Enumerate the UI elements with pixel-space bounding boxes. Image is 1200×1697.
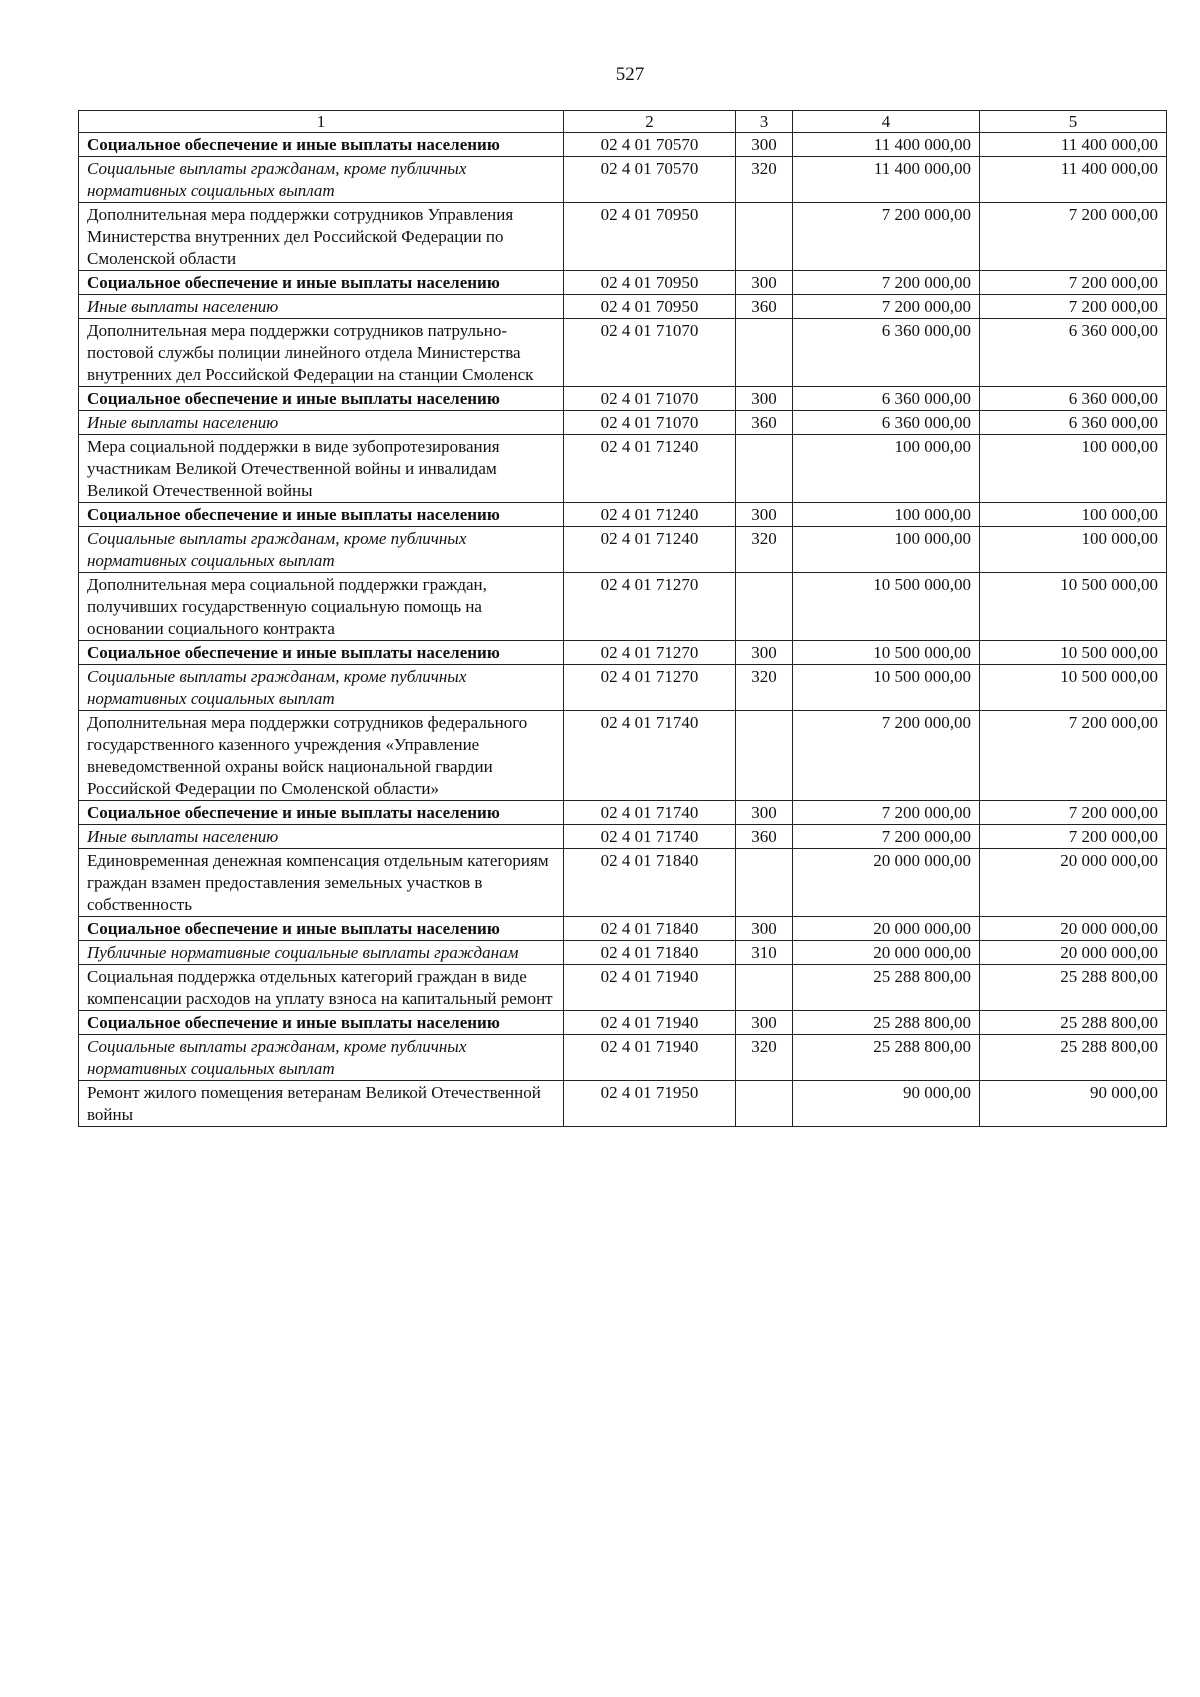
row-sum-2-cell: 20 000 000,00 [980, 917, 1167, 941]
table-row [79, 965, 1167, 1011]
row-name-cell: Мера социальной поддержки в виде зубопротезирования участникам Великой Отечественной войны и инвалидам Великой Отечественной войны [79, 435, 564, 503]
table-row [79, 711, 1167, 801]
table-row [79, 295, 1167, 319]
row-kvr-cell [736, 965, 793, 1011]
row-sum-2-cell: 7 200 000,00 [980, 825, 1167, 849]
row-kvr-cell [736, 1081, 793, 1127]
row-name-cell: Ремонт жилого помещения ветеранам Великой Отечественной войны [79, 1081, 564, 1127]
row-sum-1-cell: 10 500 000,00 [793, 573, 980, 641]
row-sum-1-cell: 25 288 800,00 [793, 1035, 980, 1081]
row-sum-2-cell: 20 000 000,00 [980, 849, 1167, 917]
table-row [79, 503, 1167, 527]
row-kvr-cell: 320 [736, 157, 793, 203]
row-sum-1-cell: 90 000,00 [793, 1081, 980, 1127]
row-sum-2-cell: 7 200 000,00 [980, 295, 1167, 319]
row-code-cell: 02 4 01 70570 [564, 157, 736, 203]
row-code-cell: 02 4 01 71940 [564, 1035, 736, 1081]
column-number: 2 [564, 111, 736, 133]
row-code-cell: 02 4 01 71240 [564, 527, 736, 573]
row-name-cell: Социальное обеспечение и иные выплаты населению [79, 1011, 564, 1035]
row-kvr-cell: 310 [736, 941, 793, 965]
table-row [79, 411, 1167, 435]
row-sum-2-cell: 7 200 000,00 [980, 203, 1167, 271]
table-row [79, 133, 1167, 157]
row-sum-1-cell: 25 288 800,00 [793, 1011, 980, 1035]
row-sum-1-cell: 100 000,00 [793, 435, 980, 503]
row-sum-1-cell: 100 000,00 [793, 503, 980, 527]
row-sum-1-cell: 20 000 000,00 [793, 917, 980, 941]
row-name-cell: Публичные нормативные социальные выплаты гражданам [79, 941, 564, 965]
row-sum-1-cell: 7 200 000,00 [793, 825, 980, 849]
row-sum-2-cell: 11 400 000,00 [980, 157, 1167, 203]
row-name-cell: Иные выплаты населению [79, 411, 564, 435]
row-sum-2-cell: 100 000,00 [980, 527, 1167, 573]
row-code-cell: 02 4 01 71070 [564, 319, 736, 387]
row-name-cell: Социальное обеспечение и иные выплаты населению [79, 133, 564, 157]
table-row [79, 641, 1167, 665]
row-sum-2-cell: 20 000 000,00 [980, 941, 1167, 965]
row-sum-2-cell: 11 400 000,00 [980, 133, 1167, 157]
row-name-cell: Социальное обеспечение и иные выплаты населению [79, 917, 564, 941]
row-code-cell: 02 4 01 71270 [564, 641, 736, 665]
row-name-cell: Социальные выплаты гражданам, кроме публичных нормативных социальных выплат [79, 527, 564, 573]
row-sum-1-cell: 10 500 000,00 [793, 641, 980, 665]
row-name-cell: Иные выплаты населению [79, 825, 564, 849]
row-sum-2-cell: 6 360 000,00 [980, 411, 1167, 435]
table-row [79, 849, 1167, 917]
table-row [79, 435, 1167, 503]
row-name-cell: Дополнительная мера социальной поддержки граждан, получивших государственную социальную помощь на основании социального контракта [79, 573, 564, 641]
row-sum-1-cell: 6 360 000,00 [793, 411, 980, 435]
row-name-cell: Социальное обеспечение и иные выплаты населению [79, 503, 564, 527]
row-kvr-cell [736, 435, 793, 503]
row-sum-1-cell: 11 400 000,00 [793, 133, 980, 157]
row-code-cell: 02 4 01 70950 [564, 203, 736, 271]
row-name-cell: Дополнительная мера поддержки сотрудников Управления Министерства внутренних дел Российской Федерации по Смоленской области [79, 203, 564, 271]
budget-table [78, 110, 1167, 1127]
row-name-cell: Социальное обеспечение и иные выплаты населению [79, 641, 564, 665]
row-sum-1-cell: 6 360 000,00 [793, 319, 980, 387]
row-sum-2-cell: 7 200 000,00 [980, 271, 1167, 295]
row-code-cell: 02 4 01 71940 [564, 965, 736, 1011]
row-kvr-cell: 360 [736, 295, 793, 319]
row-code-cell: 02 4 01 71240 [564, 435, 736, 503]
table-row [79, 801, 1167, 825]
row-kvr-cell [736, 711, 793, 801]
row-sum-1-cell: 7 200 000,00 [793, 295, 980, 319]
row-name-cell: Социальное обеспечение и иные выплаты населению [79, 387, 564, 411]
row-code-cell: 02 4 01 71940 [564, 1011, 736, 1035]
row-sum-2-cell: 10 500 000,00 [980, 641, 1167, 665]
row-name-cell: Иные выплаты населению [79, 295, 564, 319]
row-kvr-cell [736, 849, 793, 917]
row-sum-2-cell: 25 288 800,00 [980, 1035, 1167, 1081]
row-code-cell: 02 4 01 71270 [564, 665, 736, 711]
table-row [79, 1035, 1167, 1081]
row-kvr-cell: 360 [736, 825, 793, 849]
row-code-cell: 02 4 01 71070 [564, 387, 736, 411]
row-code-cell: 02 4 01 71840 [564, 849, 736, 917]
row-kvr-cell [736, 319, 793, 387]
row-name-cell: Социальная поддержка отдельных категорий граждан в виде компенсации расходов на уплату взноса на капитальный ремонт [79, 965, 564, 1011]
row-sum-1-cell: 20 000 000,00 [793, 941, 980, 965]
row-sum-2-cell: 7 200 000,00 [980, 801, 1167, 825]
row-code-cell: 02 4 01 71740 [564, 711, 736, 801]
table-row [79, 203, 1167, 271]
row-sum-1-cell: 20 000 000,00 [793, 849, 980, 917]
row-name-cell: Дополнительная мера поддержки сотрудников федерального государственного казенного учреждения «Управление вневедомственной охраны войск национальной гвардии Российской Федерации по Смоленской области» [79, 711, 564, 801]
table-body [79, 133, 1167, 1127]
row-kvr-cell: 300 [736, 503, 793, 527]
row-name-cell: Социальные выплаты гражданам, кроме публичных нормативных социальных выплат [79, 665, 564, 711]
row-code-cell: 02 4 01 70570 [564, 133, 736, 157]
row-sum-2-cell: 10 500 000,00 [980, 665, 1167, 711]
row-kvr-cell: 300 [736, 271, 793, 295]
row-kvr-cell: 300 [736, 133, 793, 157]
row-sum-1-cell: 11 400 000,00 [793, 157, 980, 203]
row-sum-2-cell: 100 000,00 [980, 435, 1167, 503]
table-row [79, 1081, 1167, 1127]
row-code-cell: 02 4 01 71740 [564, 825, 736, 849]
table-row [79, 825, 1167, 849]
row-sum-1-cell: 7 200 000,00 [793, 203, 980, 271]
row-code-cell: 02 4 01 71840 [564, 917, 736, 941]
row-sum-2-cell: 6 360 000,00 [980, 319, 1167, 387]
row-sum-1-cell: 100 000,00 [793, 527, 980, 573]
row-kvr-cell: 300 [736, 387, 793, 411]
row-kvr-cell: 300 [736, 801, 793, 825]
column-number-row [79, 111, 1167, 133]
row-name-cell: Социальные выплаты гражданам, кроме публичных нормативных социальных выплат [79, 1035, 564, 1081]
row-sum-2-cell: 25 288 800,00 [980, 1011, 1167, 1035]
row-sum-1-cell: 7 200 000,00 [793, 711, 980, 801]
column-number: 5 [980, 111, 1167, 133]
row-sum-2-cell: 7 200 000,00 [980, 711, 1167, 801]
row-kvr-cell: 320 [736, 527, 793, 573]
table-row [79, 1011, 1167, 1035]
row-sum-2-cell: 90 000,00 [980, 1081, 1167, 1127]
row-code-cell: 02 4 01 70950 [564, 295, 736, 319]
row-kvr-cell [736, 203, 793, 271]
row-code-cell: 02 4 01 71070 [564, 411, 736, 435]
column-number: 3 [736, 111, 793, 133]
table-row [79, 387, 1167, 411]
row-kvr-cell: 300 [736, 1011, 793, 1035]
row-code-cell: 02 4 01 71240 [564, 503, 736, 527]
row-sum-2-cell: 100 000,00 [980, 503, 1167, 527]
row-sum-1-cell: 25 288 800,00 [793, 965, 980, 1011]
table-row [79, 271, 1167, 295]
row-sum-1-cell: 7 200 000,00 [793, 801, 980, 825]
row-name-cell: Дополнительная мера поддержки сотрудников патрульно-постовой службы полиции линейного отдела Министерства внутренних дел Российской Федерации на станции Смоленск [79, 319, 564, 387]
table-row [79, 665, 1167, 711]
row-sum-1-cell: 7 200 000,00 [793, 271, 980, 295]
row-code-cell: 02 4 01 71740 [564, 801, 736, 825]
row-code-cell: 02 4 01 71950 [564, 1081, 736, 1127]
row-name-cell: Социальное обеспечение и иные выплаты населению [79, 271, 564, 295]
column-number: 4 [793, 111, 980, 133]
row-kvr-cell: 300 [736, 641, 793, 665]
page-number: 527 [615, 64, 645, 85]
row-sum-1-cell: 6 360 000,00 [793, 387, 980, 411]
row-name-cell: Социальное обеспечение и иные выплаты населению [79, 801, 564, 825]
table-row [79, 573, 1167, 641]
row-sum-2-cell: 10 500 000,00 [980, 573, 1167, 641]
row-kvr-cell: 320 [736, 665, 793, 711]
row-kvr-cell: 300 [736, 917, 793, 941]
table-row [79, 941, 1167, 965]
column-number: 1 [79, 111, 564, 133]
row-kvr-cell [736, 573, 793, 641]
row-name-cell: Социальные выплаты гражданам, кроме публичных нормативных социальных выплат [79, 157, 564, 203]
row-sum-1-cell: 10 500 000,00 [793, 665, 980, 711]
row-code-cell: 02 4 01 71270 [564, 573, 736, 641]
row-kvr-cell: 320 [736, 1035, 793, 1081]
row-code-cell: 02 4 01 71840 [564, 941, 736, 965]
table-row [79, 157, 1167, 203]
table-row [79, 319, 1167, 387]
table-row [79, 917, 1167, 941]
row-sum-2-cell: 6 360 000,00 [980, 387, 1167, 411]
row-name-cell: Единовременная денежная компенсация отдельным категориям граждан взамен предоставления земельных участков в собственность [79, 849, 564, 917]
table-row [79, 527, 1167, 573]
row-sum-2-cell: 25 288 800,00 [980, 965, 1167, 1011]
row-code-cell: 02 4 01 70950 [564, 271, 736, 295]
row-kvr-cell: 360 [736, 411, 793, 435]
